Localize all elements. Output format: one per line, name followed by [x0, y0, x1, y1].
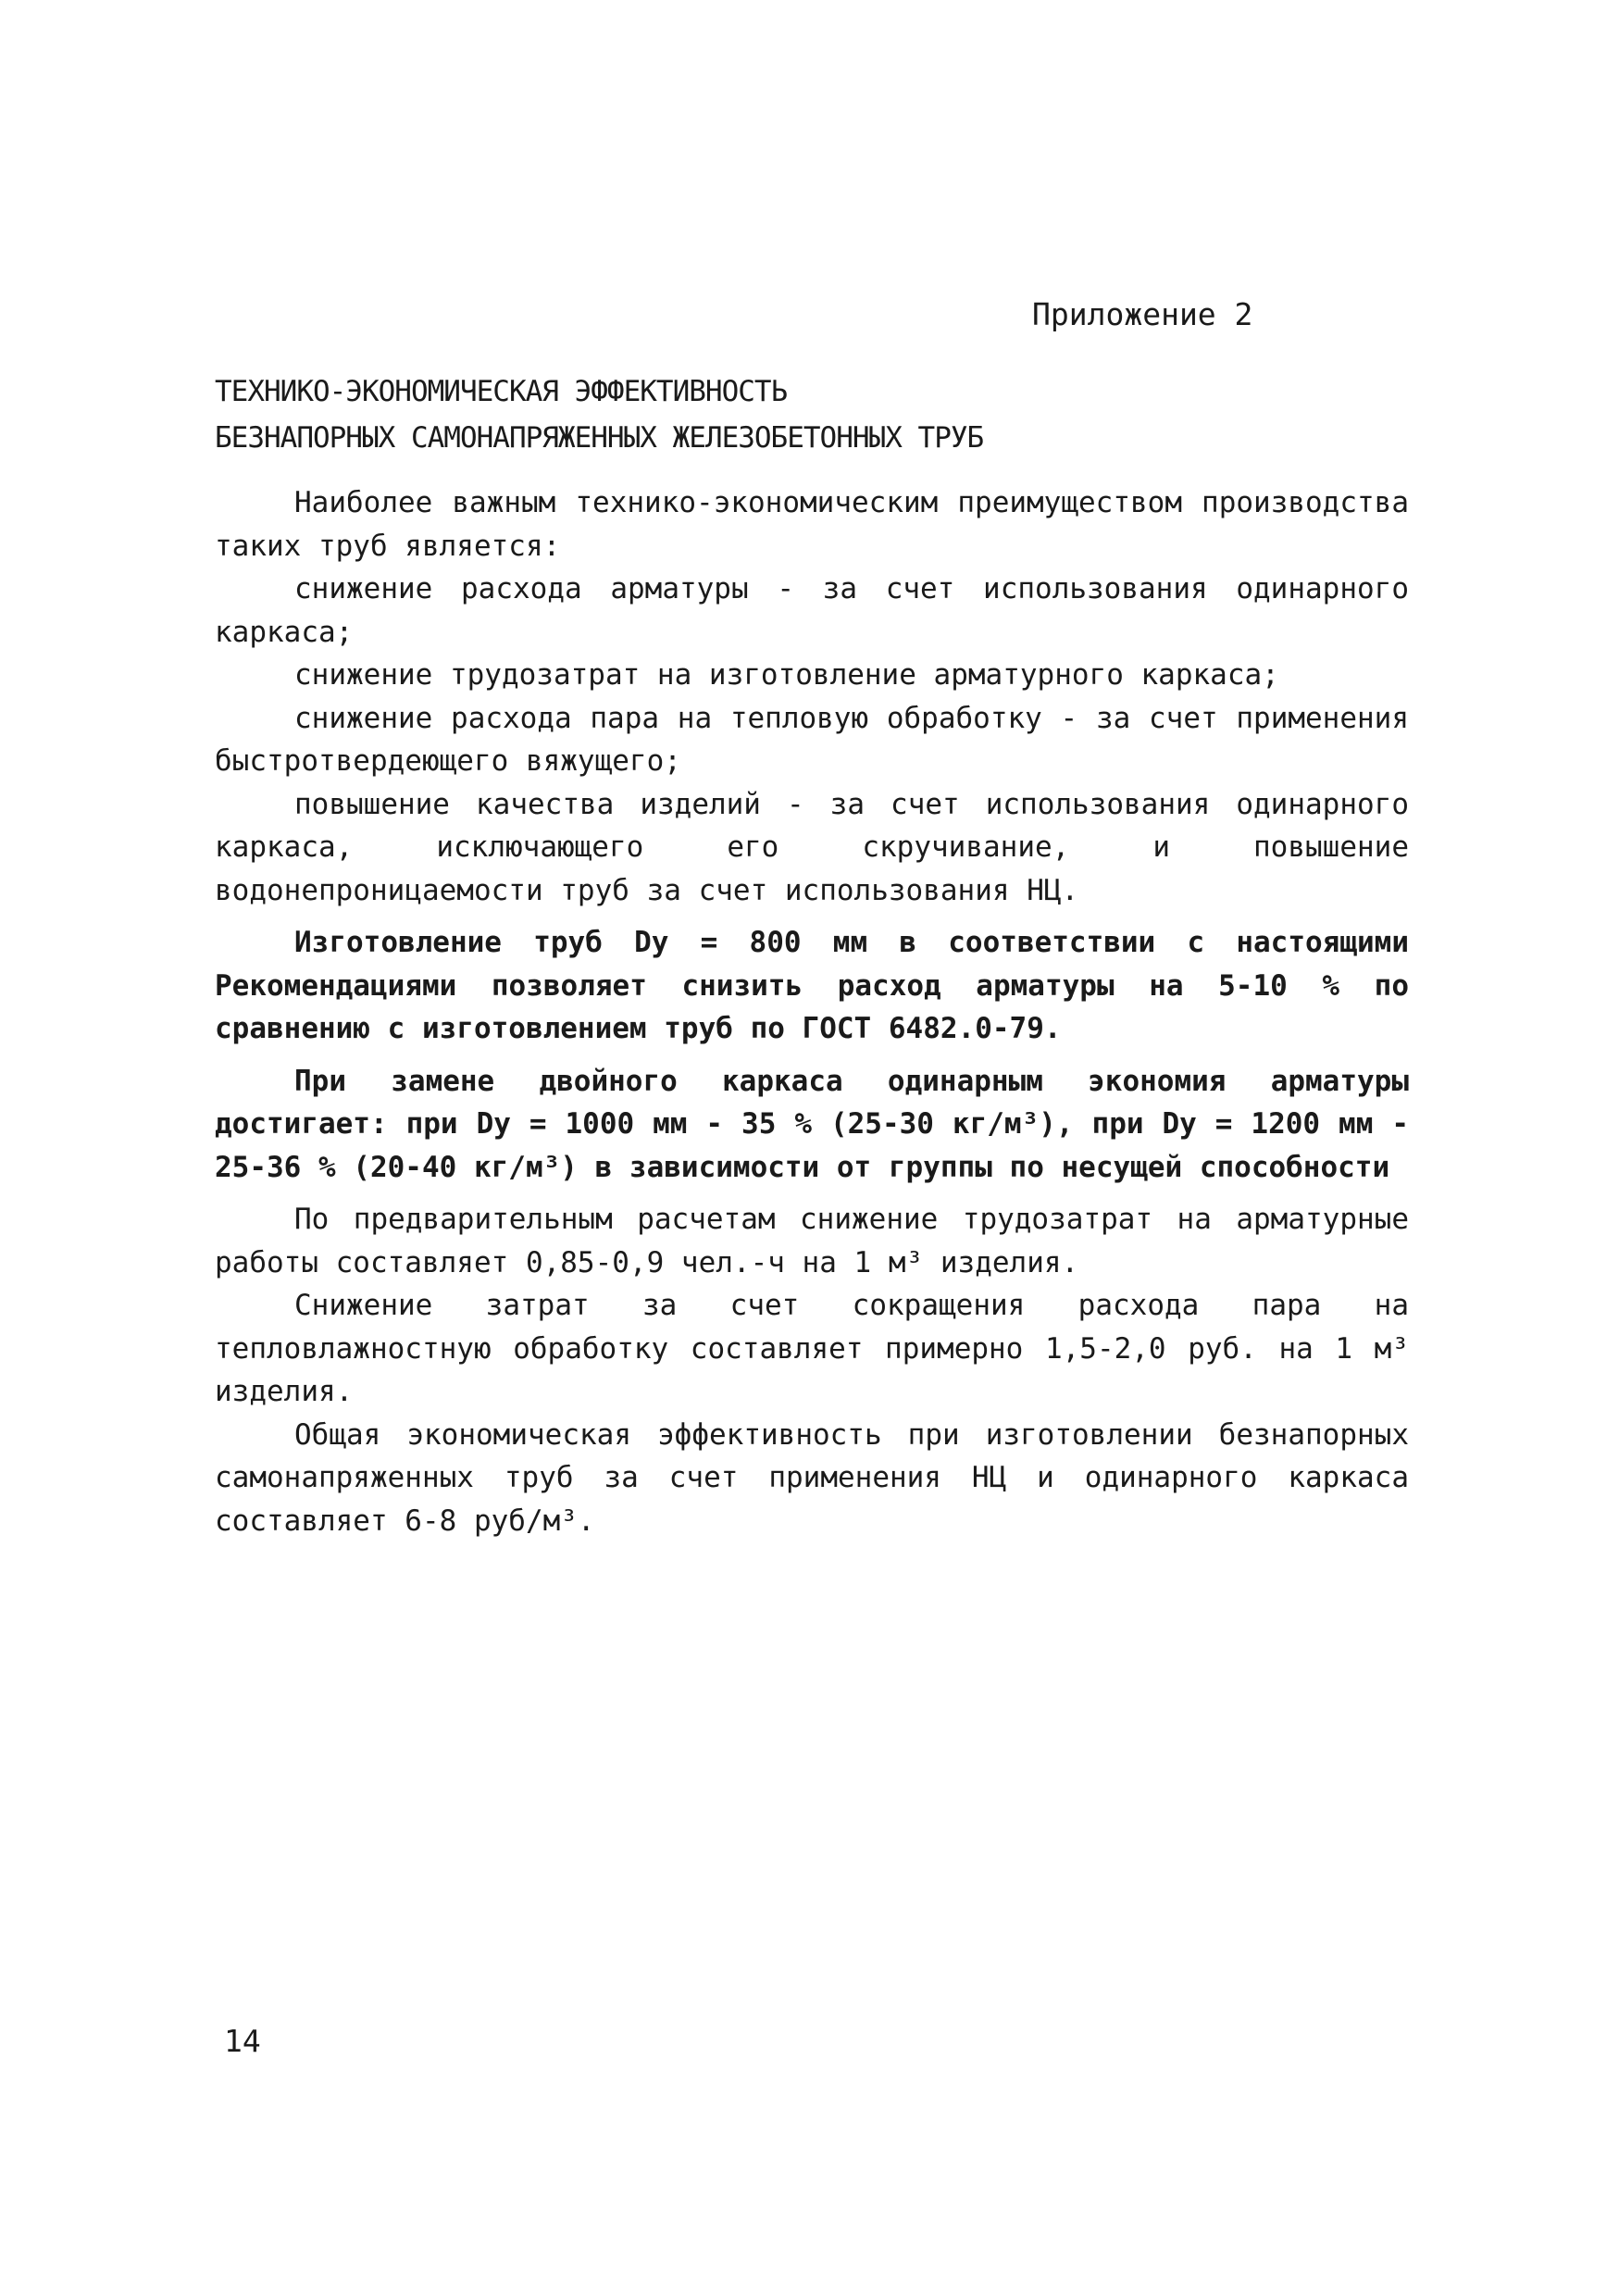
- title-line-1: ТЕХНИКО-ЭКОНОМИЧЕСКАЯ ЭФФЕКТИВНОСТЬ: [215, 375, 788, 408]
- paragraph-labor-estimate: По предварительным расчетам снижение трудозатрат на арматурные работы составляет 0,85-0,9 чел.-ч на 1 м³ изделия.: [215, 1203, 1409, 1279]
- appendix-label: Приложение 2: [1032, 296, 1253, 332]
- paragraph-quality: повышение качества изделий - за счет использования одинарного каркаса, исключающего его скручивание, и повышение водонепроницаемости труб за счет использования НЦ.: [215, 787, 1409, 907]
- paragraph-manufacturing: Изготовление труб Dу = 800 мм в соответствии с настоящими Рекомендациями позволяет снизить расход арматуры на 5-10 % по сравнению с изготовлением труб по ГОСТ 6482.0-79.: [215, 926, 1409, 1045]
- document-title: [215, 368, 983, 461]
- title-line-2: БЕЗНАПОРНЫХ САМОНАПРЯЖЕННЫХ ЖЕЛЕЗОБЕТОННЫХ ТРУБ: [215, 421, 984, 455]
- page-number: 14: [224, 2023, 261, 2059]
- paragraph-labor: снижение трудозатрат на изготовление арматурного каркаса;: [294, 658, 1279, 692]
- paragraph-total-efficiency: Общая экономическая эффективность при изготовлении безнапорных самонапряженных труб за счет применения НЦ и одинарного каркаса составляет 6-8 руб/м³.: [215, 1417, 1409, 1538]
- paragraph-savings: При замене двойного каркаса одинарным экономия арматуры достигает: при Dу = 1000 мм - 35 % (25-30 кг/м³), при Dу = 1200 мм - 25-36 % (20-40 кг/м³) в зависимости от группы по несущей способности: [215, 1064, 1409, 1184]
- paragraph-steam-cost: Снижение затрат за счет сокращения расхода пара на тепловлажностную обработку составляет примерно 1,5-2,0 руб. на 1 м³ изделия.: [215, 1289, 1409, 1408]
- body-text: [215, 481, 1409, 1542]
- paragraph-steam: снижение расхода пара на тепловую обработку - за счет применения быстротвердеющего вяжущего;: [215, 701, 1409, 778]
- paragraph-reinforcement: снижение расхода арматуры - за счет использования одинарного каркаса;: [215, 572, 1409, 649]
- paragraph-intro: Наиболее важным технико-экономическим преимуществом производства таких труб является:: [215, 486, 1409, 563]
